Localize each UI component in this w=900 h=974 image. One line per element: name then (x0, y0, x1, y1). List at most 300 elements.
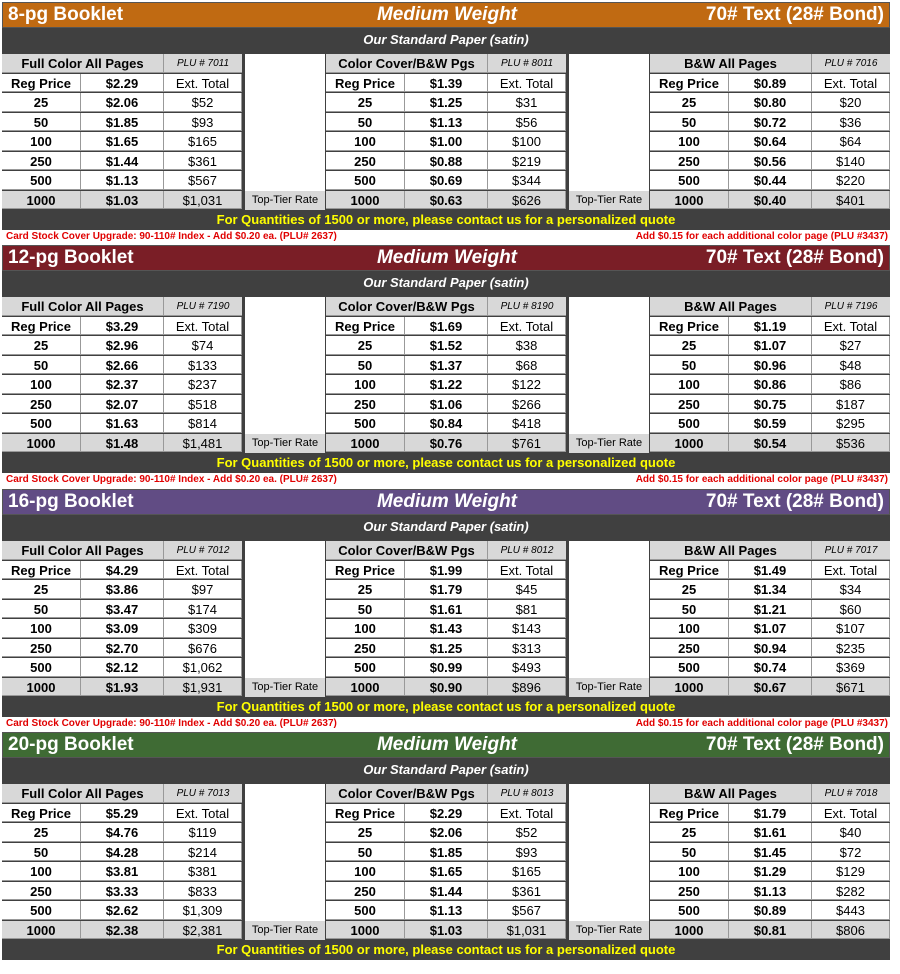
upgrade-notes (0, 231, 900, 244)
quantity-cell: 100 (326, 132, 405, 151)
table-row (650, 171, 890, 190)
paper-subtitle: Our Standard Paper (satin) (2, 28, 890, 52)
table-row (326, 843, 566, 862)
top-tier-column (245, 297, 325, 453)
quantity-cell: 1000 (326, 678, 405, 697)
quantity-cell: 500 (326, 414, 405, 433)
unit-price-cell: $1.25 (405, 93, 488, 112)
booklet-section (0, 489, 900, 731)
upgrade-notes (0, 718, 900, 731)
plu-code: PLU # 8012 (488, 541, 566, 560)
ext-total-cell: $1,481 (164, 434, 242, 453)
unit-price-cell: $1.25 (405, 639, 488, 658)
unit-price-cell: $0.81 (729, 921, 812, 940)
paper-spec: 70# Text (28# Bond) (705, 4, 884, 25)
unit-price-cell: $0.80 (729, 93, 812, 112)
top-tier-column (569, 784, 649, 940)
quantity-cell: 250 (650, 152, 729, 171)
top-tier-label: Top-Tier Rate (569, 678, 649, 697)
reg-price-row (326, 317, 566, 336)
price-table (326, 784, 566, 940)
ext-total-header: Ext. Total (488, 561, 566, 580)
reg-price-label: Reg Price (650, 804, 729, 823)
quantity-cell: 1000 (326, 191, 405, 210)
unit-price-cell: $1.13 (81, 171, 164, 190)
reg-price-label: Reg Price (650, 561, 729, 580)
ext-total-cell: $174 (164, 600, 242, 619)
quote-banner: For Quantities of 1500 or more, please contact us for a personalized quote (2, 940, 890, 960)
ext-total-cell: $52 (164, 93, 242, 112)
price-table (2, 297, 242, 453)
unit-price-cell: $1.22 (405, 375, 488, 394)
unit-price-cell: $0.89 (729, 901, 812, 920)
table-row (326, 191, 566, 210)
ext-total-cell: $74 (164, 336, 242, 355)
ext-total-cell: $361 (164, 152, 242, 171)
table-row (2, 336, 242, 355)
quantity-cell: 500 (650, 171, 729, 190)
price-table (2, 541, 242, 697)
quantity-cell: 50 (326, 600, 405, 619)
unit-price-cell: $1.07 (729, 619, 812, 638)
unit-price-cell: $0.56 (729, 152, 812, 171)
table-row (326, 619, 566, 638)
table-title-row (326, 297, 566, 316)
quantity-cell: 50 (326, 113, 405, 132)
reg-price-label: Reg Price (326, 74, 405, 93)
quantity-cell: 50 (326, 843, 405, 862)
plu-code: PLU # 7190 (164, 297, 242, 316)
table-row (2, 414, 242, 433)
table-row (2, 901, 242, 920)
quantity-cell: 100 (2, 862, 81, 881)
quantity-cell: 25 (2, 93, 81, 112)
ext-total-cell: $309 (164, 619, 242, 638)
table-row (650, 619, 890, 638)
table-row (2, 580, 242, 599)
quantity-cell: 1000 (2, 921, 81, 940)
unit-price-cell: $4.76 (81, 823, 164, 842)
section-header (2, 732, 890, 758)
ext-total-cell: $381 (164, 862, 242, 881)
unit-price-cell: $3.81 (81, 862, 164, 881)
reg-price-row (326, 804, 566, 823)
quantity-cell: 500 (2, 171, 81, 190)
table-row (650, 901, 890, 920)
ext-total-cell: $671 (812, 678, 890, 697)
table-row (326, 862, 566, 881)
ext-total-cell: $122 (488, 375, 566, 394)
quantity-cell: 250 (2, 882, 81, 901)
quantity-cell: 500 (2, 901, 81, 920)
ext-total-header: Ext. Total (812, 804, 890, 823)
ext-total-cell: $165 (164, 132, 242, 151)
quantity-cell: 500 (650, 414, 729, 433)
table-row (2, 639, 242, 658)
table-row (650, 882, 890, 901)
table-row (650, 580, 890, 599)
ext-total-cell: $81 (488, 600, 566, 619)
unit-price-cell: $0.59 (729, 414, 812, 433)
reg-price-value: $1.39 (405, 74, 488, 93)
table-title-row (2, 784, 242, 803)
table-row (650, 132, 890, 151)
quantity-cell: 25 (326, 336, 405, 355)
quantity-cell: 100 (2, 132, 81, 151)
ext-total-cell: $418 (488, 414, 566, 433)
unit-price-cell: $1.61 (405, 600, 488, 619)
booklet-section (0, 2, 900, 244)
price-table (650, 541, 890, 697)
quantity-cell: 25 (326, 580, 405, 599)
top-tier-label: Top-Tier Rate (569, 434, 649, 453)
ext-total-cell: $266 (488, 395, 566, 414)
color-page-note: Add $0.15 for each additional color page (PLU #3437) (635, 718, 888, 729)
ext-total-cell: $806 (812, 921, 890, 940)
ext-total-cell: $443 (812, 901, 890, 920)
quantity-cell: 1000 (326, 921, 405, 940)
price-table (650, 54, 890, 210)
unit-price-cell: $4.28 (81, 843, 164, 862)
unit-price-cell: $2.62 (81, 901, 164, 920)
ext-total-cell: $567 (164, 171, 242, 190)
ext-total-cell: $64 (812, 132, 890, 151)
unit-price-cell: $3.09 (81, 619, 164, 638)
unit-price-cell: $1.85 (405, 843, 488, 862)
unit-price-cell: $1.00 (405, 132, 488, 151)
ext-total-cell: $60 (812, 600, 890, 619)
table-row (326, 171, 566, 190)
ext-total-header: Ext. Total (812, 317, 890, 336)
unit-price-cell: $1.65 (405, 862, 488, 881)
reg-price-value: $2.29 (405, 804, 488, 823)
paper-subtitle: Our Standard Paper (satin) (2, 271, 890, 295)
quantity-cell: 1000 (650, 434, 729, 453)
quantity-cell: 250 (2, 395, 81, 414)
plu-code: PLU # 8013 (488, 784, 566, 803)
reg-price-row (650, 804, 890, 823)
table-title: B&W All Pages (650, 54, 812, 73)
unit-price-cell: $3.33 (81, 882, 164, 901)
unit-price-cell: $1.29 (729, 862, 812, 881)
reg-price-row (650, 317, 890, 336)
paper-subtitle: Our Standard Paper (satin) (2, 515, 890, 539)
booklet-title: 16-pg Booklet (8, 491, 134, 512)
table-row (326, 580, 566, 599)
top-tier-label: Top-Tier Rate (245, 434, 325, 453)
unit-price-cell: $0.96 (729, 356, 812, 375)
unit-price-cell: $2.66 (81, 356, 164, 375)
table-title: B&W All Pages (650, 784, 812, 803)
table-title-row (650, 297, 890, 316)
table-row (2, 171, 242, 190)
reg-price-value: $3.29 (81, 317, 164, 336)
table-row (650, 93, 890, 112)
unit-price-cell: $0.84 (405, 414, 488, 433)
table-row (650, 336, 890, 355)
weight-label: Medium Weight (376, 491, 518, 512)
unit-price-cell: $2.70 (81, 639, 164, 658)
ext-total-cell: $34 (812, 580, 890, 599)
reg-price-value: $1.49 (729, 561, 812, 580)
top-tier-label: Top-Tier Rate (245, 191, 325, 210)
table-row (326, 639, 566, 658)
ext-total-cell: $48 (812, 356, 890, 375)
quantity-cell: 50 (650, 600, 729, 619)
table-row (650, 191, 890, 210)
table-title: Color Cover/B&W Pgs (326, 54, 488, 73)
table-row (2, 434, 242, 453)
quantity-cell: 100 (650, 132, 729, 151)
quote-banner: For Quantities of 1500 or more, please contact us for a personalized quote (2, 210, 890, 230)
reg-price-label: Reg Price (326, 804, 405, 823)
booklet-title: 8-pg Booklet (8, 4, 124, 25)
unit-price-cell: $2.38 (81, 921, 164, 940)
quantity-cell: 250 (2, 152, 81, 171)
unit-price-cell: $0.74 (729, 658, 812, 677)
unit-price-cell: $1.07 (729, 336, 812, 355)
ext-total-cell: $567 (488, 901, 566, 920)
booklet-section (0, 732, 900, 974)
table-row (650, 823, 890, 842)
quantity-cell: 50 (2, 600, 81, 619)
table-title: Color Cover/B&W Pgs (326, 784, 488, 803)
ext-total-cell: $1,031 (488, 921, 566, 940)
reg-price-label: Reg Price (2, 317, 81, 336)
quantity-cell: 50 (650, 113, 729, 132)
table-row (650, 395, 890, 414)
plu-code: PLU # 7196 (812, 297, 890, 316)
quantity-cell: 50 (2, 843, 81, 862)
table-row (326, 152, 566, 171)
section-header (2, 245, 890, 271)
quantity-cell: 1000 (650, 191, 729, 210)
ext-total-cell: $36 (812, 113, 890, 132)
unit-price-cell: $1.13 (405, 901, 488, 920)
table-row (2, 600, 242, 619)
table-title: Color Cover/B&W Pgs (326, 297, 488, 316)
unit-price-cell: $2.37 (81, 375, 164, 394)
reg-price-label: Reg Price (2, 804, 81, 823)
color-page-note: Add $0.15 for each additional color page (PLU #3437) (635, 231, 888, 242)
table-title: Color Cover/B&W Pgs (326, 541, 488, 560)
ext-total-cell: $72 (812, 843, 890, 862)
quantity-cell: 50 (650, 843, 729, 862)
price-table (326, 54, 566, 210)
ext-total-cell: $295 (812, 414, 890, 433)
reg-price-row (650, 74, 890, 93)
top-tier-column (569, 54, 649, 210)
table-row (650, 152, 890, 171)
table-row (2, 191, 242, 210)
table-title: Full Color All Pages (2, 541, 164, 560)
ext-total-cell: $518 (164, 395, 242, 414)
top-tier-label: Top-Tier Rate (245, 921, 325, 940)
unit-price-cell: $1.43 (405, 619, 488, 638)
unit-price-cell: $1.03 (81, 191, 164, 210)
ext-total-cell: $401 (812, 191, 890, 210)
reg-price-label: Reg Price (2, 74, 81, 93)
quantity-cell: 100 (326, 619, 405, 638)
table-title-row (326, 54, 566, 73)
quantity-cell: 25 (326, 823, 405, 842)
top-tier-column (245, 54, 325, 210)
table-row (2, 862, 242, 881)
quantity-cell: 25 (650, 823, 729, 842)
ext-total-cell: $31 (488, 93, 566, 112)
quantity-cell: 500 (326, 901, 405, 920)
ext-total-header: Ext. Total (812, 74, 890, 93)
top-tier-column (569, 297, 649, 453)
quantity-cell: 100 (650, 375, 729, 394)
table-row (650, 600, 890, 619)
unit-price-cell: $0.64 (729, 132, 812, 151)
ext-total-cell: $20 (812, 93, 890, 112)
ext-total-cell: $133 (164, 356, 242, 375)
unit-price-cell: $1.61 (729, 823, 812, 842)
table-title: Full Color All Pages (2, 784, 164, 803)
reg-price-label: Reg Price (2, 561, 81, 580)
quantity-cell: 500 (326, 658, 405, 677)
ext-total-cell: $1,309 (164, 901, 242, 920)
ext-total-cell: $282 (812, 882, 890, 901)
table-title-row (2, 54, 242, 73)
table-title-row (650, 541, 890, 560)
unit-price-cell: $2.06 (405, 823, 488, 842)
quantity-cell: 25 (2, 823, 81, 842)
plu-code: PLU # 7011 (164, 54, 242, 73)
weight-label: Medium Weight (376, 4, 518, 25)
quantity-cell: 1000 (650, 678, 729, 697)
ext-total-header: Ext. Total (164, 74, 242, 93)
reg-price-value: $5.29 (81, 804, 164, 823)
reg-price-value: $1.99 (405, 561, 488, 580)
price-table (326, 541, 566, 697)
ext-total-cell: $220 (812, 171, 890, 190)
paper-spec: 70# Text (28# Bond) (705, 247, 884, 268)
table-title: Full Color All Pages (2, 297, 164, 316)
quantity-cell: 100 (2, 619, 81, 638)
unit-price-cell: $2.96 (81, 336, 164, 355)
ext-total-cell: $100 (488, 132, 566, 151)
quantity-cell: 50 (650, 356, 729, 375)
ext-total-cell: $833 (164, 882, 242, 901)
table-row (2, 152, 242, 171)
unit-price-cell: $0.88 (405, 152, 488, 171)
unit-price-cell: $0.90 (405, 678, 488, 697)
ext-total-cell: $493 (488, 658, 566, 677)
table-row (2, 619, 242, 638)
table-row (650, 678, 890, 697)
table-row (650, 658, 890, 677)
table-title: B&W All Pages (650, 297, 812, 316)
unit-price-cell: $1.21 (729, 600, 812, 619)
table-row (326, 375, 566, 394)
reg-price-value: $0.89 (729, 74, 812, 93)
unit-price-cell: $1.52 (405, 336, 488, 355)
quantity-cell: 250 (326, 882, 405, 901)
unit-price-cell: $0.67 (729, 678, 812, 697)
unit-price-cell: $0.40 (729, 191, 812, 210)
table-title: B&W All Pages (650, 541, 812, 560)
table-title-row (650, 784, 890, 803)
ext-total-cell: $1,062 (164, 658, 242, 677)
card-stock-note: Card Stock Cover Upgrade: 90-110# Index - Add $0.20 ea. (PLU# 2637) (6, 474, 337, 485)
table-title-row (650, 54, 890, 73)
table-row (326, 921, 566, 940)
ext-total-cell: $1,931 (164, 678, 242, 697)
reg-price-label: Reg Price (650, 317, 729, 336)
quantity-cell: 1000 (326, 434, 405, 453)
table-title-row (2, 297, 242, 316)
table-row (650, 113, 890, 132)
ext-total-header: Ext. Total (164, 804, 242, 823)
top-tier-column (245, 784, 325, 940)
quantity-cell: 250 (326, 639, 405, 658)
quantity-cell: 50 (2, 113, 81, 132)
ext-total-cell: $68 (488, 356, 566, 375)
top-tier-label: Top-Tier Rate (569, 921, 649, 940)
unit-price-cell: $1.37 (405, 356, 488, 375)
unit-price-cell: $1.48 (81, 434, 164, 453)
quantity-cell: 25 (2, 580, 81, 599)
table-row (326, 336, 566, 355)
table-row (2, 823, 242, 842)
weight-label: Medium Weight (376, 247, 518, 268)
unit-price-cell: $3.47 (81, 600, 164, 619)
ext-total-cell: $38 (488, 336, 566, 355)
table-row (650, 414, 890, 433)
ext-total-cell: $369 (812, 658, 890, 677)
table-row (2, 882, 242, 901)
unit-price-cell: $0.72 (729, 113, 812, 132)
ext-total-cell: $45 (488, 580, 566, 599)
table-row (326, 132, 566, 151)
table-row (650, 843, 890, 862)
top-tier-column (245, 541, 325, 697)
ext-total-cell: $2,381 (164, 921, 242, 940)
price-table (2, 54, 242, 210)
ext-total-cell: $761 (488, 434, 566, 453)
table-row (326, 356, 566, 375)
plu-code: PLU # 8011 (488, 54, 566, 73)
ext-total-cell: $187 (812, 395, 890, 414)
table-row (650, 921, 890, 940)
reg-price-row (326, 561, 566, 580)
reg-price-value: $1.19 (729, 317, 812, 336)
unit-price-cell: $1.44 (405, 882, 488, 901)
unit-price-cell: $0.69 (405, 171, 488, 190)
card-stock-note: Card Stock Cover Upgrade: 90-110# Index - Add $0.20 ea. (PLU# 2637) (6, 718, 337, 729)
ext-total-cell: $140 (812, 152, 890, 171)
unit-price-cell: $1.93 (81, 678, 164, 697)
ext-total-header: Ext. Total (812, 561, 890, 580)
table-row (2, 356, 242, 375)
price-table (326, 297, 566, 453)
price-table (650, 784, 890, 940)
unit-price-cell: $0.75 (729, 395, 812, 414)
unit-price-cell: $1.03 (405, 921, 488, 940)
ext-total-cell: $676 (164, 639, 242, 658)
unit-price-cell: $1.79 (405, 580, 488, 599)
ext-total-cell: $56 (488, 113, 566, 132)
ext-total-header: Ext. Total (488, 74, 566, 93)
quantity-cell: 500 (2, 414, 81, 433)
ext-total-cell: $814 (164, 414, 242, 433)
reg-price-row (2, 561, 242, 580)
weight-label: Medium Weight (376, 734, 518, 755)
ext-total-cell: $97 (164, 580, 242, 599)
